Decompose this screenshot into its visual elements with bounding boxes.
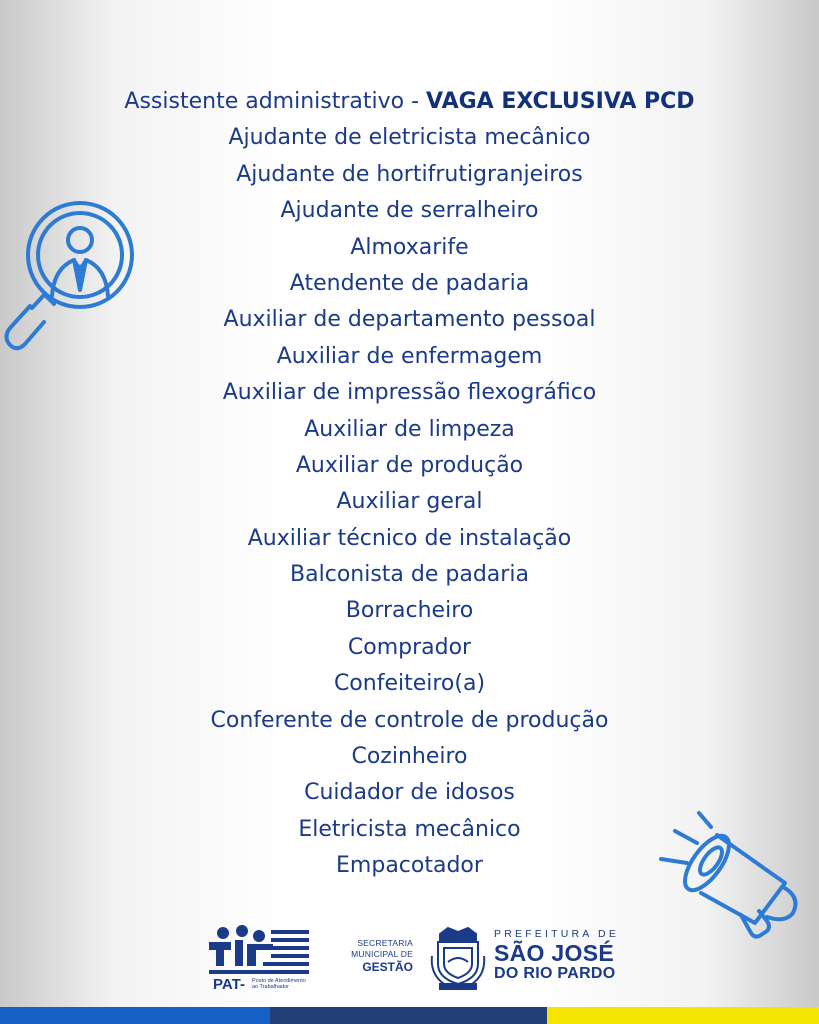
- pat-subtitle: Posto de Atendimento ao Trabalhador: [252, 978, 306, 990]
- footer-color-bar: [0, 1007, 819, 1024]
- job-item: Empacotador: [336, 853, 483, 879]
- secretaria-line3: GESTÃO: [362, 960, 413, 974]
- job-item: Balconista de padaria: [290, 562, 529, 588]
- pat-name: PAT-: [213, 976, 245, 993]
- job-item: Atendente de padaria: [289, 270, 530, 296]
- job-item: Auxiliar de departamento pessoal: [223, 307, 596, 333]
- job-item: Cozinheiro: [351, 744, 468, 770]
- job-item: Eletricista mecânico: [298, 816, 521, 842]
- job-item: Borracheiro: [345, 598, 474, 624]
- footer-bar-navy: [270, 1007, 547, 1024]
- job-item: Comprador: [347, 634, 472, 660]
- secretaria-line2: MUNICIPAL DE: [351, 949, 413, 959]
- city-crest-icon: [430, 926, 486, 990]
- job-item: Auxiliar técnico de instalação: [247, 525, 572, 551]
- job-item: Ajudante de eletricista mecânico: [228, 125, 591, 151]
- job-item: Auxiliar de enfermagem: [276, 343, 543, 369]
- job-item: Ajudante de hortifrutigranjeiros: [236, 161, 583, 187]
- job-item: Conferente de controle de produção: [210, 707, 609, 733]
- job-item: Auxiliar de limpeza: [304, 416, 515, 442]
- footer-bar-yellow: [547, 1007, 819, 1024]
- footer-bar-blue: [0, 1007, 270, 1024]
- footer-logos: [0, 918, 819, 998]
- job-title: Assistente administrativo -: [124, 89, 427, 114]
- job-item-highlighted: [0, 84, 819, 120]
- secretaria-line1: SECRETARIA: [357, 938, 413, 948]
- city-name-line1: SÃO JOSÉ: [494, 940, 614, 966]
- city-name-line2: DO RIO PARDO: [494, 965, 616, 982]
- job-item: Cuidador de idosos: [304, 780, 515, 806]
- job-item: Confeiteiro(a): [333, 671, 486, 697]
- secretaria-logo: [335, 938, 413, 975]
- prefeitura-logo: [494, 928, 619, 983]
- job-item: Almoxarife: [350, 234, 469, 260]
- job-item: Auxiliar geral: [336, 489, 483, 515]
- prefeitura-prefix: PREFEITURA DE: [494, 928, 620, 940]
- job-item: Auxiliar de produção: [295, 452, 524, 478]
- magnifier-person-icon: [0, 200, 140, 360]
- job-item: Auxiliar de impressão flexográfico: [222, 380, 597, 406]
- exclusive-badge: VAGA EXCLUSIVA PCD: [426, 89, 695, 114]
- job-item: Ajudante de serralheiro: [280, 198, 539, 224]
